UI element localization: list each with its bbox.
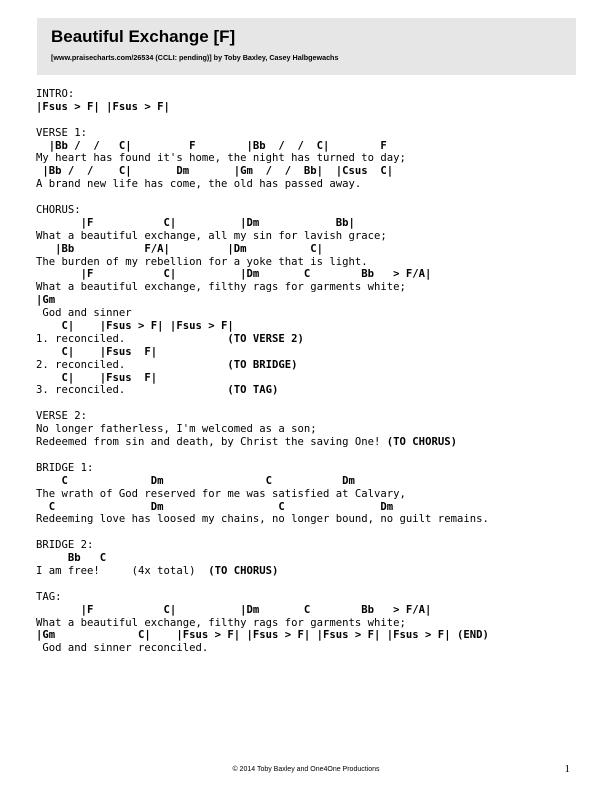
chord-line: C| |Fsus > F| |Fsus > F|: [36, 320, 234, 333]
lyric-text: 1. reconciled.: [36, 332, 228, 345]
chord-line: |Bb F/A| |Dm C|: [36, 242, 324, 255]
section-label: BRIDGE 1:: [36, 461, 94, 474]
lyric-text: 2. reconciled.: [36, 358, 228, 371]
blank-line: [36, 191, 576, 204]
lyric-line: [36, 384, 576, 397]
lyric-line: God and sinner: [36, 307, 132, 320]
song-header: [37, 18, 576, 75]
copyright-footer: © 2014 Toby Baxley and One4One Productions: [232, 766, 380, 773]
chord-line: |F C| |Dm C Bb > F/A|: [36, 268, 432, 281]
blank-line: [36, 578, 576, 591]
blank-line: [36, 526, 576, 539]
lyric-line: My heart has found it's home, the night has turned to day;: [36, 152, 406, 165]
lyric-text: I am free! (4x total): [36, 564, 209, 577]
section-direction: (TO VERSE 2): [227, 332, 304, 345]
section-label: INTRO:: [36, 88, 75, 100]
blank-line: [36, 397, 576, 410]
page-number: 1: [564, 763, 570, 775]
chord-line: |Fsus > F| |Fsus > F|: [36, 100, 170, 113]
chord-line: |Bb / / C| F |Bb / / C| F: [36, 139, 387, 152]
lyric-line: [36, 436, 576, 449]
lyric-line: No longer fatherless, I'm welcomed as a son;: [36, 423, 317, 436]
lyric-text: Redeemed from sin and death, by Christ the saving One!: [36, 436, 387, 449]
section-label: TAG:: [36, 590, 62, 603]
lyric-line: [36, 333, 576, 346]
lyric-line: What a beautiful exchange, all my sin for lavish grace;: [36, 229, 387, 242]
section-label: BRIDGE 2:: [36, 539, 94, 552]
section-label: VERSE 2:: [36, 410, 88, 423]
chord-line: C| |Fsus F|: [36, 371, 158, 384]
chord-line: C Dm C Dm: [36, 474, 355, 487]
chord-line: C Dm C Dm: [36, 500, 394, 513]
song-credits: [www.praisecharts.com/26534 (CCLI: pending)] by Toby Baxley, Casey Halbgewachs: [51, 53, 339, 62]
section-label: VERSE 1:: [36, 126, 88, 139]
chord-line: |F C| |Dm Bb|: [36, 216, 355, 229]
section-direction: (TO TAG): [227, 384, 279, 397]
chord-line: C| |Fsus F|: [36, 345, 158, 358]
lyric-line: [36, 565, 576, 578]
lyric-text: 3. reconciled.: [36, 384, 228, 397]
section-label: CHORUS:: [36, 204, 81, 217]
lyric-line: Redeeming love has loosed my chains, no longer bound, no guilt remains.: [36, 513, 489, 526]
lyric-line: A brand new life has come, the old has passed away.: [36, 178, 362, 191]
section-direction: (TO CHORUS): [386, 436, 457, 449]
blank-line: [36, 449, 576, 462]
section-direction: (TO CHORUS): [208, 564, 279, 577]
lyric-line: God and sinner reconciled.: [36, 642, 209, 655]
chord-line: |Gm: [36, 294, 56, 307]
chord-line: Bb C: [36, 552, 107, 565]
blank-line: [36, 114, 576, 127]
song-title: Beautiful Exchange [F]: [51, 27, 236, 46]
lyric-line: The wrath of God reserved for me was satisfied at Calvary,: [36, 487, 406, 500]
chord-sheet: [36, 88, 576, 655]
section-direction: (TO BRIDGE): [227, 358, 298, 371]
lyric-line: The burden of my rebellion for a yoke that is light.: [36, 255, 368, 268]
chord-line: |Gm C| |Fsus > F| |Fsus > F| |Fsus > F| |Fsus > F| (END): [36, 629, 489, 642]
lyric-line: [36, 359, 576, 372]
chord-line: |F C| |Dm C Bb > F/A|: [36, 603, 432, 616]
lyric-line: What a beautiful exchange, filthy rags for garments white;: [36, 616, 406, 629]
chord-line: |Bb / / C| Dm |Gm / / Bb| |Csus C|: [36, 165, 394, 178]
lyric-line: What a beautiful exchange, filthy rags for garments white;: [36, 281, 406, 294]
